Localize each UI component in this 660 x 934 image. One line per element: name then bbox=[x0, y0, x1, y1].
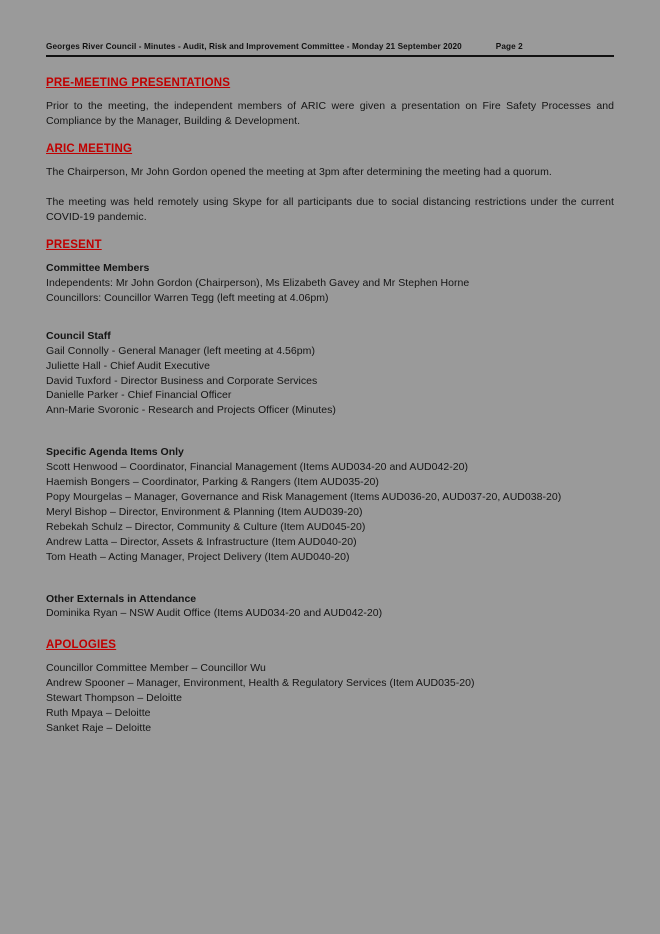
section-heading-apologies: APOLOGIES bbox=[46, 639, 117, 652]
spacer bbox=[46, 432, 614, 445]
header-title: Georges River Council - Minutes - Audit, Risk and Improvement Committee - Monday 21 September 2020 bbox=[46, 42, 462, 51]
apologies-line: Councillor Committee Member – Councillor Wu bbox=[46, 662, 266, 675]
section-heading-aric-meeting: ARIC MEETING bbox=[46, 143, 133, 156]
group-line: Juliette Hall - Chief Audit Executive bbox=[46, 359, 210, 372]
apologies-list bbox=[46, 661, 614, 736]
aric-meeting-paragraph-2: The meeting was held remotely using Skype for all participants due to social distancing restrictions under the current COVID-19 pandemic. bbox=[46, 195, 614, 223]
group-line: Danielle Parker - Chief Financial Officer bbox=[46, 389, 232, 402]
group-line: Rebekah Schulz – Director, Community & Culture (Item AUD045-20) bbox=[46, 520, 366, 533]
section-heading-pre-meeting: PRE-MEETING PRESENTATIONS bbox=[46, 77, 231, 89]
group-line: Independents: Mr John Gordon (Chairperson), Ms Elizabeth Gavey and Mr Stephen Horne bbox=[46, 277, 470, 289]
spacer bbox=[46, 320, 614, 329]
pre-meeting-paragraph: Prior to the meeting, the independent members of ARIC were given a presentation on Fire Safety Processes and Compliance by the Manager, Building & Development. bbox=[46, 100, 614, 128]
group-title: Other Externals in Attendance bbox=[46, 592, 197, 605]
group-line: Gail Connolly - General Manager (left meeting at 4.56pm) bbox=[46, 344, 315, 357]
header-divider bbox=[46, 55, 614, 57]
aric-meeting-paragraph-1: The Chairperson, Mr John Gordon opened the meeting at 3pm after determining the meeting had a quorum. bbox=[46, 166, 552, 179]
group-line: Councillors: Councillor Warren Tegg (left meeting at 4.06pm) bbox=[46, 291, 329, 304]
group-line: Andrew Latta – Director, Assets & Infrastructure (Item AUD040-20) bbox=[46, 535, 357, 548]
group-title: Council Staff bbox=[46, 329, 111, 342]
group-line: Ann-Marie Svoronic - Research and Projects Officer (Minutes) bbox=[46, 404, 336, 417]
group-line: Dominika Ryan – NSW Audit Office (Items AUD034-20 and AUD042-20) bbox=[46, 607, 383, 620]
present-group-other-externals bbox=[46, 592, 614, 622]
group-title: Committee Members bbox=[46, 262, 150, 275]
group-line: Haemish Bongers – Coordinator, Parking & Rangers (Item AUD035-20) bbox=[46, 476, 379, 489]
apologies-line: Ruth Mpaya – Deloitte bbox=[46, 707, 151, 720]
group-line: David Tuxford - Director Business and Corporate Services bbox=[46, 374, 318, 387]
present-group-committee-members bbox=[46, 261, 614, 306]
section-heading-present: PRESENT bbox=[46, 239, 102, 252]
group-line: Popy Mourgelas – Manager, Governance and Risk Management (Items AUD036-20, AUD037-20, AUD038-20) bbox=[46, 490, 562, 503]
group-line: Tom Heath – Acting Manager, Project Delivery (Item AUD040-20) bbox=[46, 550, 350, 563]
apologies-line: Andrew Spooner – Manager, Environment, Health & Regulatory Services (Item AUD035-20) bbox=[46, 677, 475, 690]
apologies-line: Sanket Raje – Deloitte bbox=[46, 721, 152, 734]
header-page-number: Page 2 bbox=[495, 42, 523, 51]
present-group-council-staff bbox=[46, 329, 614, 418]
spacer bbox=[46, 579, 614, 592]
group-line: Meryl Bishop – Director, Environment & Planning (Item AUD039-20) bbox=[46, 505, 363, 518]
group-line: Scott Henwood – Coordinator, Financial Management (Items AUD034-20 and AUD042-20) bbox=[46, 461, 469, 474]
group-title: Specific Agenda Items Only bbox=[46, 446, 184, 459]
page-header bbox=[46, 42, 614, 51]
apologies-line: Stewart Thompson – Deloitte bbox=[46, 692, 183, 705]
present-group-specific-agenda-items bbox=[46, 445, 614, 564]
